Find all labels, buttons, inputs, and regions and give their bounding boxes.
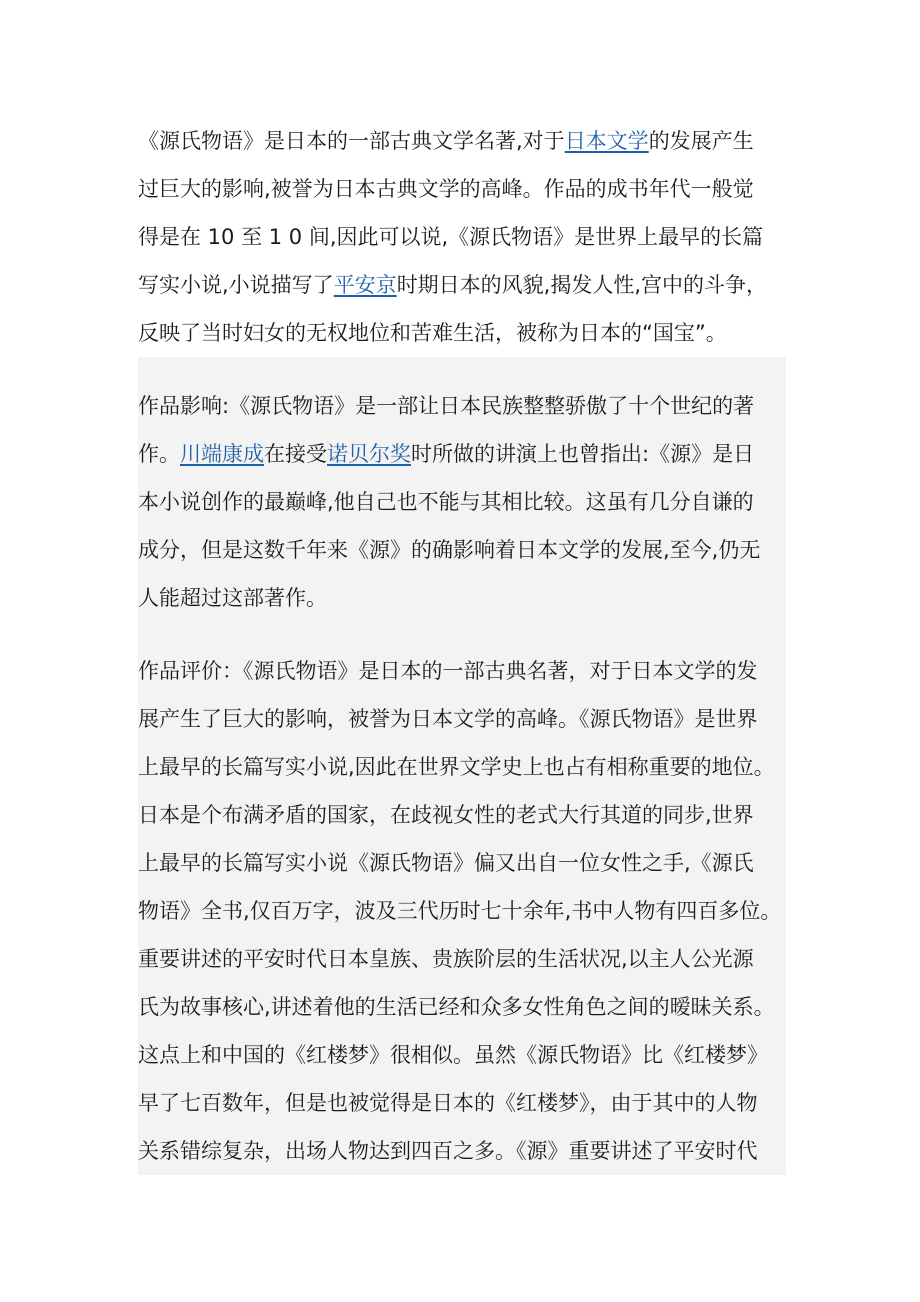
paragraph-evaluation (138, 647, 786, 1175)
text-segment: 上最早的长篇写实小说,因此在世界文学史上也占有相称重要的地位。 (138, 755, 775, 779)
text-segment: 过巨大的影响,被誉为日本古典文学的高峰。作品的成书年代一般觉 (138, 177, 754, 201)
text-segment: 日本是个布满矛盾的国家，在歧视女性的老式大行其道的同步,世界 (138, 803, 754, 827)
text-segment: 时期日本的风貌,揭发人性,宫中的斗争， (396, 273, 768, 297)
text-line (138, 261, 786, 309)
text-segment: 的发展产生 (648, 129, 754, 153)
text-line (138, 382, 786, 430)
text-segment: 得是在 10 至 1 0 间,因此可以说,《源氏物语》是世界上最早的长篇 (138, 225, 764, 249)
text-line (138, 213, 786, 261)
text-line (138, 1031, 786, 1079)
text-line (138, 1127, 786, 1175)
text-segment: 关系错综复杂，出场人物达到四百之多。《源》重要讲述了平安时代 (138, 1139, 758, 1163)
text-line (138, 526, 786, 574)
hyperlink[interactable]: 川端康成 (180, 442, 264, 466)
text-segment: 《源氏物语》是日本的一部古典文学名著,对于 (138, 129, 565, 153)
text-segment: 写实小说,小说描写了 (138, 273, 334, 297)
text-line (138, 647, 786, 695)
text-segment: 氏为故事核心,讲述着他的生活已经和众多女性角色之间的暧昧关系。 (138, 995, 775, 1019)
text-line (138, 983, 786, 1031)
paragraph-gap (138, 622, 786, 647)
text-segment: 成分，但是这数千年来《源》的确影响着日本文学的发展,至今,仍无 (138, 538, 761, 562)
text-segment: 物语》全书,仅百万字，波及三代历时七十余年,书中人物有四百多位。 (138, 899, 782, 923)
text-line (138, 887, 786, 935)
text-line (138, 574, 786, 622)
hyperlink[interactable]: 平安京 (333, 273, 397, 297)
hyperlink[interactable]: 日本文学 (564, 129, 649, 153)
text-line (138, 165, 786, 213)
text-segment: 人能超过这部著作。 (138, 586, 327, 610)
text-segment: 这点上和中国的《红楼梦》很相似。虽然《源氏物语》比《红楼梦》 (138, 1043, 768, 1067)
paragraph-influence (138, 382, 786, 622)
text-segment: 时所做的讲演上也曾指出:《源》是日 (411, 442, 755, 466)
text-line (138, 478, 786, 526)
text-segment: 展产生了巨大的影响，被誉为日本文学的高峰。《源氏物语》是世界 (138, 707, 758, 731)
text-segment: 作。 (138, 442, 180, 466)
text-line (138, 695, 786, 743)
text-line (138, 117, 786, 165)
text-segment: 上最早的长篇写实小说《源氏物语》偏又出自一位女性之手,《源氏 (138, 851, 754, 875)
hyperlink[interactable]: 诺贝尔奖 (327, 442, 411, 466)
paragraph-intro (138, 117, 786, 357)
text-segment: 反映了当时妇女的无权地位和苦难生活，被称为日本的“国宝”。 (138, 321, 727, 345)
text-line (138, 935, 786, 983)
text-segment: 在接受 (264, 442, 327, 466)
text-segment: 早了七百数年，但是也被觉得是日本的《红楼梦》，由于其中的人物 (138, 1091, 758, 1115)
text-segment: 重要讲述的平安时代日本皇族、贵族阶层的生活状况,以主人公光源 (138, 947, 754, 971)
text-line (138, 839, 786, 887)
text-line (138, 743, 786, 791)
paragraph-gap (138, 357, 786, 382)
text-line (138, 1079, 786, 1127)
document-body (138, 117, 786, 1175)
text-line (138, 309, 786, 357)
text-line (138, 430, 786, 478)
text-segment: 本小说创作的最巅峰,他自己也不能与其相比较。这虽有几分自谦的 (138, 490, 754, 514)
text-segment: 作品评价：《源氏物语》是日本的一部古典名著，对于日本文学的发 (138, 659, 758, 683)
text-segment: 作品影响:《源氏物语》是一部让日本民族整整骄傲了十个世纪的著 (138, 394, 755, 418)
text-line (138, 791, 786, 839)
